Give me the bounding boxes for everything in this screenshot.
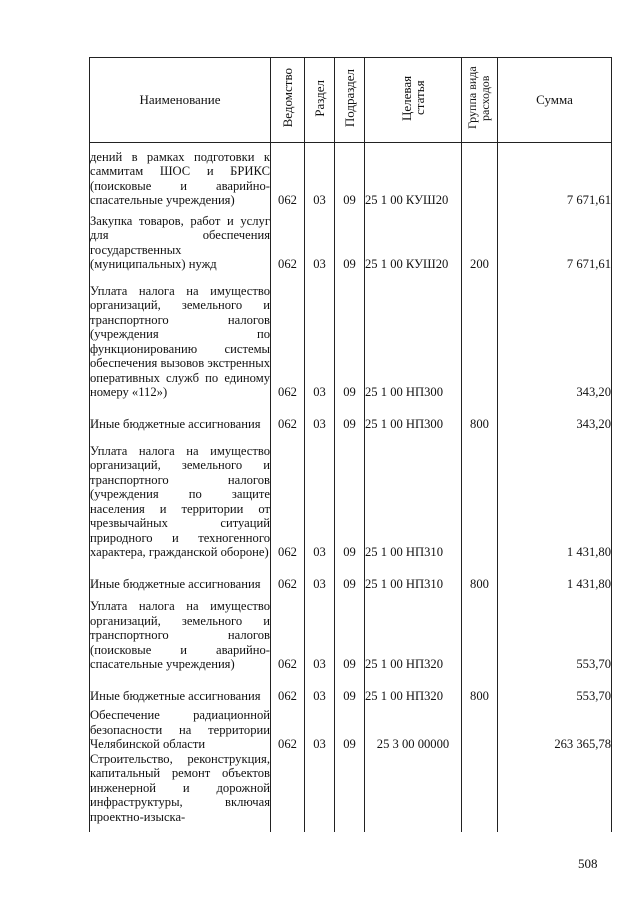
row-celevaya: 25 1 00 КУШ20 (365, 143, 462, 208)
row-name: Иные бюджетные ассигнования (90, 400, 271, 432)
row-summa: 553,70 (498, 592, 612, 672)
row-celevaya: 25 1 00 НП310 (365, 432, 462, 560)
header-razdel: Раздел (305, 58, 335, 143)
row-razdel: 03 (305, 400, 335, 432)
row-celevaya (365, 752, 462, 832)
row-razdel: 03 (305, 592, 335, 672)
row-summa: 1 431,80 (498, 432, 612, 560)
row-ved (271, 752, 305, 832)
table-row (90, 592, 612, 672)
table-row (90, 432, 612, 560)
row-gruppa: 800 (462, 560, 498, 592)
row-summa: 343,20 (498, 272, 612, 400)
row-razdel (305, 752, 335, 832)
row-summa (498, 752, 612, 832)
row-razdel: 03 (305, 272, 335, 400)
row-razdel: 03 (305, 704, 335, 752)
table-row (90, 143, 612, 208)
row-podrazdel: 09 (335, 560, 365, 592)
row-ved: 062 (271, 400, 305, 432)
row-summa: 1 431,80 (498, 560, 612, 592)
table-row (90, 704, 612, 752)
row-gruppa (462, 143, 498, 208)
row-razdel: 03 (305, 672, 335, 704)
row-gruppa: 800 (462, 400, 498, 432)
row-name: Уплата налога на имущество организаций, земельного и транспортного налогов (учреждения по функционированию системы обеспечения вызовов экстренных оперативных служб по единому номеру «112») (90, 272, 271, 400)
row-ved: 062 (271, 704, 305, 752)
row-name: дений в рамках подготовки к саммитам ШОС и БРИКС (поисковые и аварийно-спасательные учреждения) (90, 143, 271, 208)
row-name: Иные бюджетные ассигнования (90, 672, 271, 704)
row-summa: 7 671,61 (498, 143, 612, 208)
row-name: Иные бюджетные ассигнования (90, 560, 271, 592)
table-row (90, 672, 612, 704)
table-row (90, 272, 612, 400)
row-name: Уплата налога на имущество организаций, земельного и транспортного налогов (поисковые и аварийно-спасательные учреждения) (90, 592, 271, 672)
row-podrazdel: 09 (335, 400, 365, 432)
row-summa: 553,70 (498, 672, 612, 704)
row-name: Уплата налога на имущество организаций, земельного и транспортного налогов (учреждения по защите населения и территории от чрезвычайных ситуаций природного и техногенного характера, гражданской обороне) (90, 432, 271, 560)
row-celevaya: 25 1 00 НП300 (365, 272, 462, 400)
table-header-row (90, 58, 612, 143)
row-ved: 062 (271, 672, 305, 704)
row-celevaya: 25 1 00 НП320 (365, 672, 462, 704)
row-gruppa (462, 704, 498, 752)
row-gruppa: 800 (462, 672, 498, 704)
row-razdel: 03 (305, 560, 335, 592)
header-ved: Ведомство (271, 58, 305, 143)
row-podrazdel: 09 (335, 592, 365, 672)
row-gruppa (462, 592, 498, 672)
row-celevaya: 25 1 00 НП300 (365, 400, 462, 432)
row-podrazdel: 09 (335, 704, 365, 752)
row-podrazdel: 09 (335, 272, 365, 400)
row-ved: 062 (271, 560, 305, 592)
row-ved: 062 (271, 208, 305, 272)
row-ved: 062 (271, 272, 305, 400)
row-summa: 7 671,61 (498, 208, 612, 272)
row-summa: 343,20 (498, 400, 612, 432)
row-name: Обеспечение радиационной безопасности на территории Челябинской области (90, 704, 271, 752)
header-name: Наименование (90, 58, 271, 143)
header-gruppa: Группа вида расходов (462, 58, 498, 143)
row-ved: 062 (271, 143, 305, 208)
page-number: 508 (578, 856, 598, 871)
header-podrazdel: Подраздел (335, 58, 365, 143)
row-gruppa: 200 (462, 208, 498, 272)
header-celevaya: Целевая статья (365, 58, 462, 143)
row-ved: 062 (271, 592, 305, 672)
table-row (90, 752, 612, 832)
table-row (90, 208, 612, 272)
budget-table (89, 57, 612, 832)
row-razdel: 03 (305, 432, 335, 560)
row-celevaya: 25 1 00 НП310 (365, 560, 462, 592)
row-name: Закупка товаров, работ и услуг для обеспечения государственных (муниципальных) нужд (90, 208, 271, 272)
row-gruppa (462, 272, 498, 400)
row-podrazdel (335, 752, 365, 832)
row-name: Строительство, реконструкция, капитальный ремонт объектов инженерной и дорожной инфраструктуры, включая проектно-изыска- (90, 752, 271, 832)
row-podrazdel: 09 (335, 208, 365, 272)
row-gruppa (462, 432, 498, 560)
row-summa: 263 365,78 (498, 704, 612, 752)
row-celevaya: 25 1 00 КУШ20 (365, 208, 462, 272)
row-razdel: 03 (305, 143, 335, 208)
row-podrazdel: 09 (335, 672, 365, 704)
row-podrazdel: 09 (335, 143, 365, 208)
header-summa: Сумма (498, 58, 612, 143)
table-row (90, 400, 612, 432)
table-row (90, 560, 612, 592)
row-celevaya: 25 1 00 НП320 (365, 592, 462, 672)
row-podrazdel: 09 (335, 432, 365, 560)
row-ved: 062 (271, 432, 305, 560)
row-razdel: 03 (305, 208, 335, 272)
row-gruppa (462, 752, 498, 832)
row-celevaya: 25 3 00 00000 (365, 704, 462, 752)
